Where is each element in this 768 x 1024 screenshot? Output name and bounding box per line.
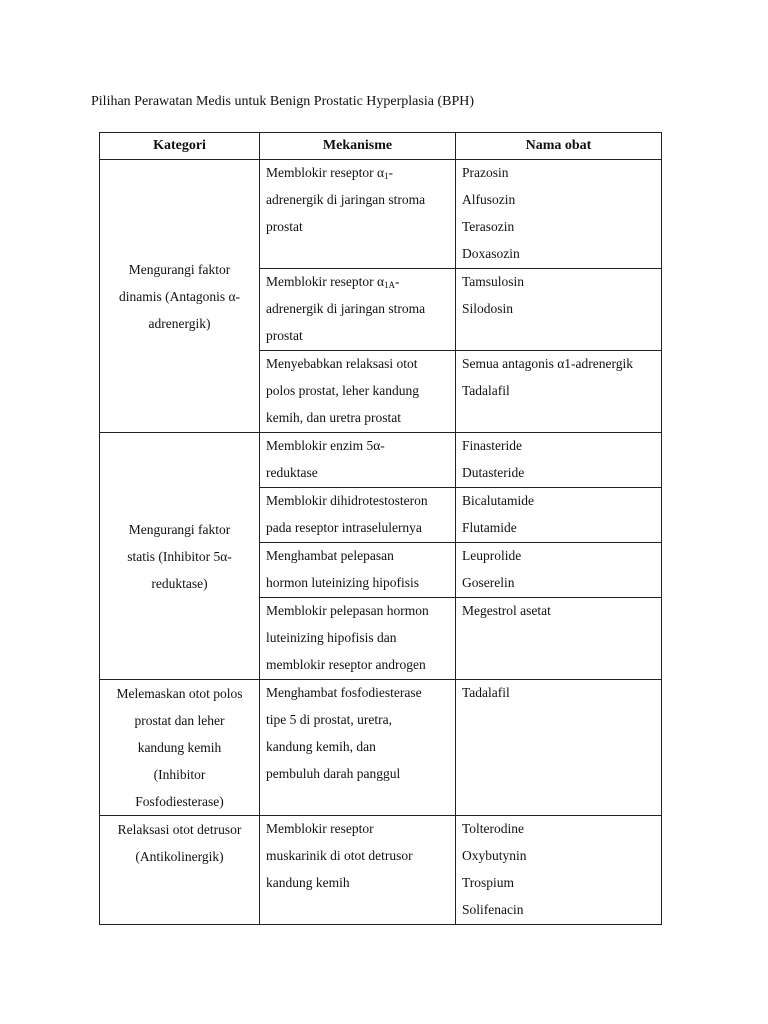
drug-name: Solifenacin bbox=[462, 902, 524, 917]
category-line: Mengurangi faktor bbox=[128, 261, 231, 277]
category-line: reduktase) bbox=[151, 575, 208, 591]
table-row bbox=[100, 816, 662, 925]
table-header-row bbox=[100, 133, 662, 160]
drug-cell bbox=[456, 488, 662, 543]
mechanism-cell bbox=[260, 680, 456, 816]
mechanism-cell bbox=[260, 598, 456, 680]
mechanism-line: muskarinik di otot detrusor bbox=[266, 848, 413, 863]
drug-cell bbox=[456, 269, 662, 351]
table-body bbox=[100, 160, 662, 925]
drug-cell bbox=[456, 433, 662, 488]
header-mekanisme: Mekanisme bbox=[260, 133, 456, 160]
mechanism-line: kandung kemih, dan bbox=[266, 739, 376, 754]
category-line: dinamis (Antagonis α- bbox=[118, 288, 241, 304]
mechanism-line: Memblokir reseptor $\alpha_1-$ bbox=[266, 165, 394, 181]
mechanism-line: adrenergik di jaringan stroma bbox=[266, 192, 426, 207]
drug-cell bbox=[456, 543, 662, 598]
header-nama-obat: Nama obat bbox=[456, 133, 662, 160]
subscript: 1 bbox=[384, 171, 389, 181]
category-cell bbox=[100, 433, 260, 680]
drug-cell bbox=[456, 160, 662, 269]
mechanism-line: Menghambat pelepasan bbox=[266, 548, 394, 563]
drug-cell bbox=[456, 816, 662, 925]
mechanism-cell bbox=[260, 816, 456, 925]
treatment-table bbox=[99, 132, 662, 925]
drug-name: Oxybutynin bbox=[462, 848, 527, 863]
table-row bbox=[100, 160, 662, 269]
category-line: kandung kemih bbox=[137, 740, 222, 755]
header-kategori: Kategori bbox=[100, 133, 260, 160]
mechanism-cell bbox=[260, 269, 456, 351]
mechanism-line: reduktase bbox=[266, 465, 318, 480]
category-line: prostat dan leher bbox=[134, 713, 225, 728]
category-line: adrenergik) bbox=[148, 315, 211, 331]
drug-name: Leuprolide bbox=[462, 548, 522, 563]
subscript: 1A bbox=[384, 280, 396, 290]
drug-name: Bicalutamide bbox=[462, 493, 534, 508]
mechanism-cell bbox=[260, 488, 456, 543]
mechanism-line: polos prostat, leher kandung bbox=[266, 383, 419, 398]
drug-name: Dutasteride bbox=[462, 465, 525, 480]
drug-name: Tadalafil bbox=[462, 685, 510, 700]
drug-name: Trospium bbox=[462, 875, 515, 890]
category-line: Mengurangi faktor bbox=[128, 521, 231, 537]
drug-name: Tolterodine bbox=[462, 821, 525, 836]
mechanism-cell bbox=[260, 543, 456, 598]
mechanism-line: luteinizing hipofisis dan bbox=[266, 630, 397, 645]
drug-name: Terasozin bbox=[462, 219, 515, 234]
category-line: Relaksasi otot detrusor bbox=[117, 822, 242, 837]
mechanism-cell bbox=[260, 351, 456, 433]
category-cell bbox=[100, 680, 260, 816]
drug-cell bbox=[456, 351, 662, 433]
category-cell bbox=[100, 160, 260, 433]
drug-name: Flutamide bbox=[462, 520, 517, 535]
mechanism-line: Memblokir dihidrotestosteron bbox=[266, 493, 428, 508]
category-cell bbox=[100, 816, 260, 925]
category-line: (Antikolinergik) bbox=[135, 849, 224, 864]
mechanism-line: prostat bbox=[266, 328, 303, 343]
category-line: statis (Inhibitor 5α- bbox=[127, 548, 232, 564]
mechanism-line: tipe 5 di prostat, uretra, bbox=[266, 712, 392, 727]
mechanism-line: Memblokir enzim 5α- bbox=[266, 438, 385, 453]
drug-name: Semua antagonis α1-adrenergik bbox=[462, 356, 634, 371]
drug-name: Megestrol asetat bbox=[462, 603, 551, 618]
drug-cell bbox=[456, 598, 662, 680]
mechanism-line: adrenergik di jaringan stroma bbox=[266, 301, 426, 316]
mechanism-line: hormon luteinizing hipofisis bbox=[266, 575, 419, 590]
drug-name: Silodosin bbox=[462, 301, 514, 316]
category-line: (Inhibitor bbox=[153, 767, 206, 782]
mechanism-line: Memblokir reseptor bbox=[266, 821, 374, 836]
mechanism-line: kandung kemih bbox=[266, 875, 350, 890]
mechanism-line: Memblokir reseptor $\alpha_{1A}-$ bbox=[266, 274, 400, 290]
drug-name: Alfusozin bbox=[462, 192, 516, 207]
mechanism-line: pembuluh darah panggul bbox=[266, 766, 401, 781]
mechanism-line: prostat bbox=[266, 219, 303, 234]
drug-cell bbox=[456, 680, 662, 816]
page-title: Pilihan Perawatan Medis untuk Benign Prostatic Hyperplasia (BPH) bbox=[91, 94, 474, 109]
drug-name: Finasteride bbox=[462, 438, 522, 453]
category-line: Melemaskan otot polos bbox=[116, 686, 243, 701]
drug-name: Doxasozin bbox=[462, 246, 520, 261]
drug-name: Prazosin bbox=[462, 165, 509, 180]
mechanism-line: Menyebabkan relaksasi otot bbox=[266, 356, 418, 371]
mechanism-line: pada reseptor intraselulernya bbox=[266, 520, 422, 535]
category-line: Fosfodiesterase) bbox=[135, 794, 224, 809]
mechanism-line: Menghambat fosfodiesterase bbox=[266, 685, 422, 700]
table-row bbox=[100, 433, 662, 488]
mechanism-line: memblokir reseptor androgen bbox=[266, 657, 426, 672]
drug-name: Goserelin bbox=[462, 575, 515, 590]
mechanism-line: kemih, dan uretra prostat bbox=[266, 410, 401, 425]
drug-name: Tamsulosin bbox=[462, 274, 525, 289]
mechanism-cell bbox=[260, 433, 456, 488]
table-row bbox=[100, 680, 662, 816]
drug-name: Tadalafil bbox=[462, 383, 510, 398]
mechanism-line: Memblokir pelepasan hormon bbox=[266, 603, 429, 618]
mechanism-cell bbox=[260, 160, 456, 269]
